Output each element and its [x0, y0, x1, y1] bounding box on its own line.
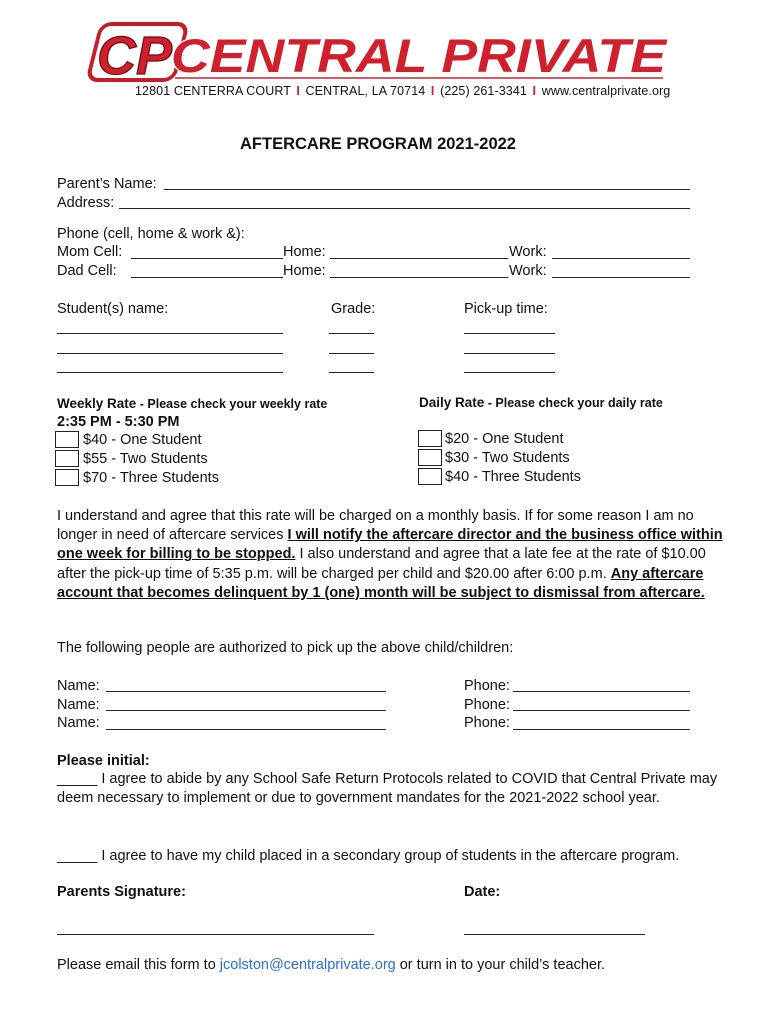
- authorized-phone-field[interactable]: [513, 691, 690, 692]
- school-logo: [83, 18, 673, 88]
- initial-item-group[interactable]: [57, 847, 727, 866]
- agreement-delinquent-text: Any aftercare account that becomes delinquent by 1 (one) month will be subject to dismissal from aftercare.: [57, 565, 705, 601]
- initial-item-covid[interactable]: [57, 770, 727, 808]
- authorized-phone-label: Phone:: [464, 697, 510, 713]
- authorized-name-label: Name:: [57, 678, 100, 694]
- grade-label: Grade:: [331, 301, 376, 317]
- authorized-name-field[interactable]: [106, 729, 386, 730]
- footer-instruction: [57, 956, 605, 974]
- student-pickup-field[interactable]: [464, 372, 555, 373]
- date-field[interactable]: [464, 934, 645, 935]
- footer-pre: Please email this form to: [57, 957, 220, 973]
- authorized-name-label: Name:: [57, 697, 100, 713]
- authorized-phone-field[interactable]: [513, 729, 690, 730]
- address-label: Address:: [57, 195, 115, 211]
- daily-option-3-label: $40 - Three Students: [445, 469, 581, 485]
- parents-name-label: Parent’s Name:: [57, 176, 157, 192]
- dad-work-label: Work:: [509, 263, 547, 279]
- student-grade-field[interactable]: [329, 372, 374, 373]
- authorized-name-field[interactable]: [106, 710, 386, 711]
- page-title: AFTERCARE PROGRAM 2021-2022: [240, 135, 516, 153]
- weekly-option-2-checkbox[interactable]: [55, 450, 79, 467]
- mom-home-field[interactable]: [330, 258, 508, 259]
- mom-home-label: Home:: [283, 244, 326, 260]
- header-phone: (225) 261-3341: [440, 84, 527, 98]
- initial-covid-text: I agree to abide by any School Safe Return Protocols related to COVID that Central Private may deem necessary to implement or due to government mandates for the 2021-2022 school year.: [57, 771, 718, 807]
- weekly-option-3-checkbox[interactable]: [55, 469, 79, 486]
- weekly-time: 2:35 PM - 5:30 PM: [57, 414, 180, 430]
- authorized-phone-label: Phone:: [464, 678, 510, 694]
- mom-work-label: Work:: [509, 244, 547, 260]
- header-address: 12801 CENTERRA COURT: [135, 84, 291, 98]
- weekly-option-1-checkbox[interactable]: [55, 431, 79, 448]
- initial-blank[interactable]: _____: [57, 771, 98, 787]
- agreement-paragraph: [57, 507, 727, 603]
- header-city: CENTRAL, LA 70714: [305, 84, 426, 98]
- header-contact-line: [135, 82, 670, 100]
- agreement-notify-text: I will notify the aftercare director and the business office within one week for billing to be stopped.: [57, 527, 723, 563]
- address-field[interactable]: [119, 208, 690, 209]
- daily-option-2-label: $30 - Two Students: [445, 450, 570, 466]
- authorized-phone-field[interactable]: [513, 710, 690, 711]
- dad-cell-field[interactable]: [131, 277, 283, 278]
- separator: I: [532, 84, 537, 98]
- weekly-rate-instruction: - Please check your weekly rate: [136, 397, 328, 411]
- dad-home-label: Home:: [283, 263, 326, 279]
- daily-option-3-checkbox[interactable]: [418, 468, 442, 485]
- daily-rate-title: Daily Rate: [419, 395, 485, 410]
- student-pickup-field[interactable]: [464, 333, 555, 334]
- parents-name-field[interactable]: [164, 189, 690, 190]
- pickup-time-label: Pick-up time:: [464, 301, 548, 317]
- mom-cell-field[interactable]: [131, 258, 283, 259]
- mom-work-field[interactable]: [552, 258, 690, 259]
- weekly-option-2-label: $55 - Two Students: [83, 451, 208, 467]
- student-pickup-field[interactable]: [464, 353, 555, 354]
- dad-home-field[interactable]: [330, 277, 508, 278]
- authorized-phone-label: Phone:: [464, 715, 510, 731]
- footer-post: or turn in to your child’s teacher.: [395, 957, 606, 973]
- separator: I: [430, 84, 435, 98]
- logo-wordmark: CENTRAL PRIVATE: [171, 29, 668, 82]
- initial-group-text: I agree to have my child placed in a secondary group of students in the aftercare program.: [97, 848, 680, 864]
- initial-blank[interactable]: _____: [57, 848, 98, 864]
- dad-work-field[interactable]: [552, 277, 690, 278]
- separator: I: [296, 84, 300, 98]
- authorized-name-field[interactable]: [106, 691, 386, 692]
- weekly-rate-heading: [57, 395, 327, 413]
- student-name-field[interactable]: [57, 353, 283, 354]
- phone-heading: Phone (cell, home & work &):: [57, 226, 245, 242]
- mom-cell-label: Mom Cell:: [57, 244, 123, 260]
- header-web: www.centralprivate.org: [541, 84, 671, 98]
- daily-option-1-checkbox[interactable]: [418, 430, 442, 447]
- daily-rate-instruction: - Please check your daily rate: [484, 396, 663, 410]
- student-name-field[interactable]: [57, 333, 283, 334]
- logo-mark: CP: [97, 26, 173, 86]
- initial-heading: Please initial:: [57, 753, 150, 769]
- daily-option-2-checkbox[interactable]: [418, 449, 442, 466]
- weekly-rate-title: Weekly Rate: [57, 396, 137, 411]
- daily-option-1-label: $20 - One Student: [445, 431, 564, 447]
- date-label: Date:: [464, 884, 501, 900]
- daily-rate-heading: [419, 394, 663, 412]
- weekly-option-3-label: $70 - Three Students: [83, 470, 219, 486]
- email-link[interactable]: jcolston@centralprivate.org: [219, 957, 396, 973]
- dad-cell-label: Dad Cell:: [57, 263, 117, 279]
- authorized-name-label: Name:: [57, 715, 100, 731]
- agreement-text-2: I also understand and agree that a late fee at the rate of $10.00 after the pick-up time of 5:35 p.m. will be charged per child and $20.00 after 6:00 p.m.: [57, 546, 706, 582]
- weekly-option-1-label: $40 - One Student: [83, 432, 202, 448]
- agreement-text-1: I understand and agree that this rate will be charged on a monthly basis. If for some reason I am no longer in need of aftercare services: [57, 508, 694, 544]
- signature-label: Parents Signature:: [57, 884, 186, 900]
- student-grade-field[interactable]: [329, 333, 374, 334]
- signature-field[interactable]: [57, 934, 374, 935]
- authorized-intro: The following people are authorized to pick up the above child/children:: [57, 640, 514, 656]
- students-name-label: Student(s) name:: [57, 301, 169, 317]
- student-grade-field[interactable]: [329, 353, 374, 354]
- student-name-field[interactable]: [57, 372, 283, 373]
